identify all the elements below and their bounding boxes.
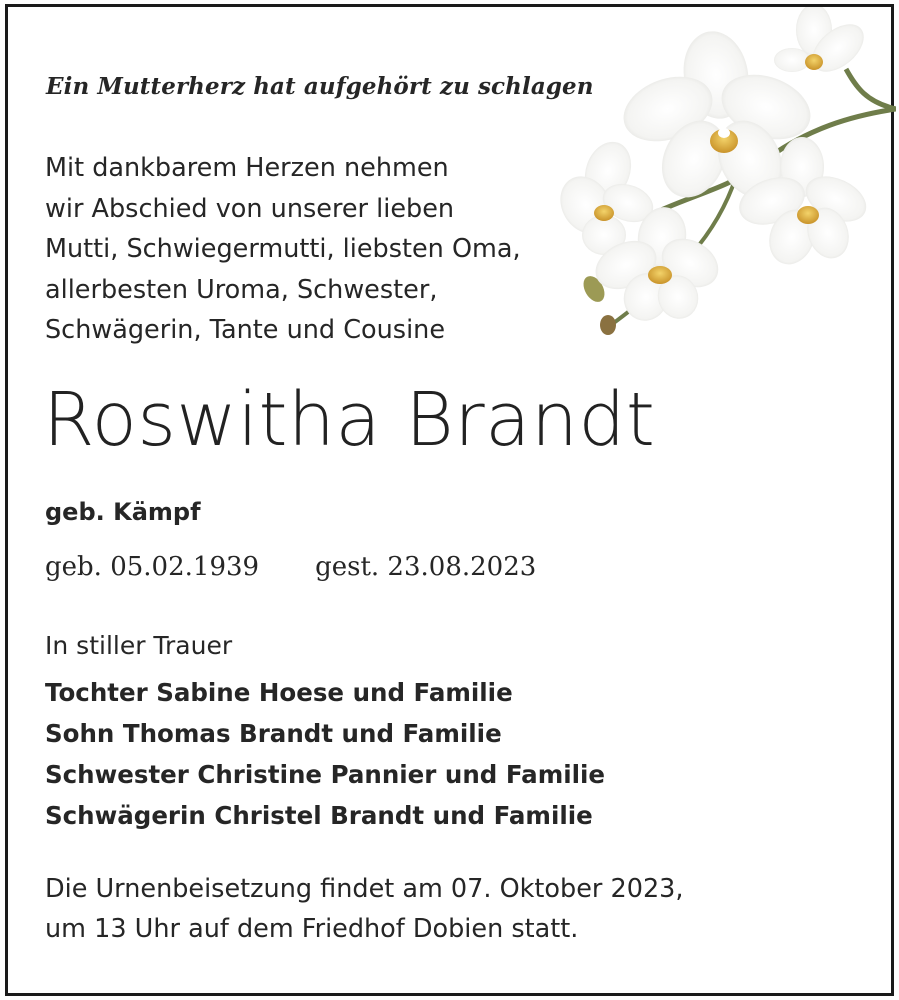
burial-notice (45, 869, 684, 949)
mourning-intro: In stiller Trauer (45, 631, 233, 660)
death-date: gest. 23.08.2023 (315, 552, 537, 582)
intro-line: Mit dankbarem Herzen nehmen (45, 153, 449, 183)
mourners-list (45, 672, 605, 836)
burial-line: Die Urnenbeisetzung findet am 07. Oktober 2023, (45, 874, 684, 904)
orchid-image (556, 7, 896, 347)
intro-line: wir Abschied von unserer lieben (45, 193, 455, 224)
obituary-frame (5, 4, 894, 996)
birth-date: geb. 05.02.1939 (45, 552, 260, 582)
mourner: Schwägerin Christel Brandt und Familie (45, 801, 593, 830)
burial-line: um 13 Uhr auf dem Friedhof Dobien statt. (45, 914, 579, 944)
headline: Ein Mutterherz hat aufgehört zu schlagen (46, 73, 594, 100)
mourner: Schwester Christine Pannier und Familie (45, 760, 606, 789)
mourner: Tochter Sabine Hoese und Familie (45, 678, 513, 707)
deceased-name: Roswitha Brandt (43, 377, 656, 463)
life-dates (45, 552, 536, 582)
intro-line: allerbesten Uroma, Schwester, (45, 274, 438, 305)
mourner: Sohn Thomas Brandt und Familie (45, 719, 502, 748)
intro-text (45, 148, 521, 351)
intro-line: Schwägerin, Tante und Cousine (45, 315, 446, 345)
maiden-name: geb. Kämpf (45, 498, 201, 526)
intro-line: Mutti, Schwiegermutti, liebsten Oma, (45, 234, 521, 264)
